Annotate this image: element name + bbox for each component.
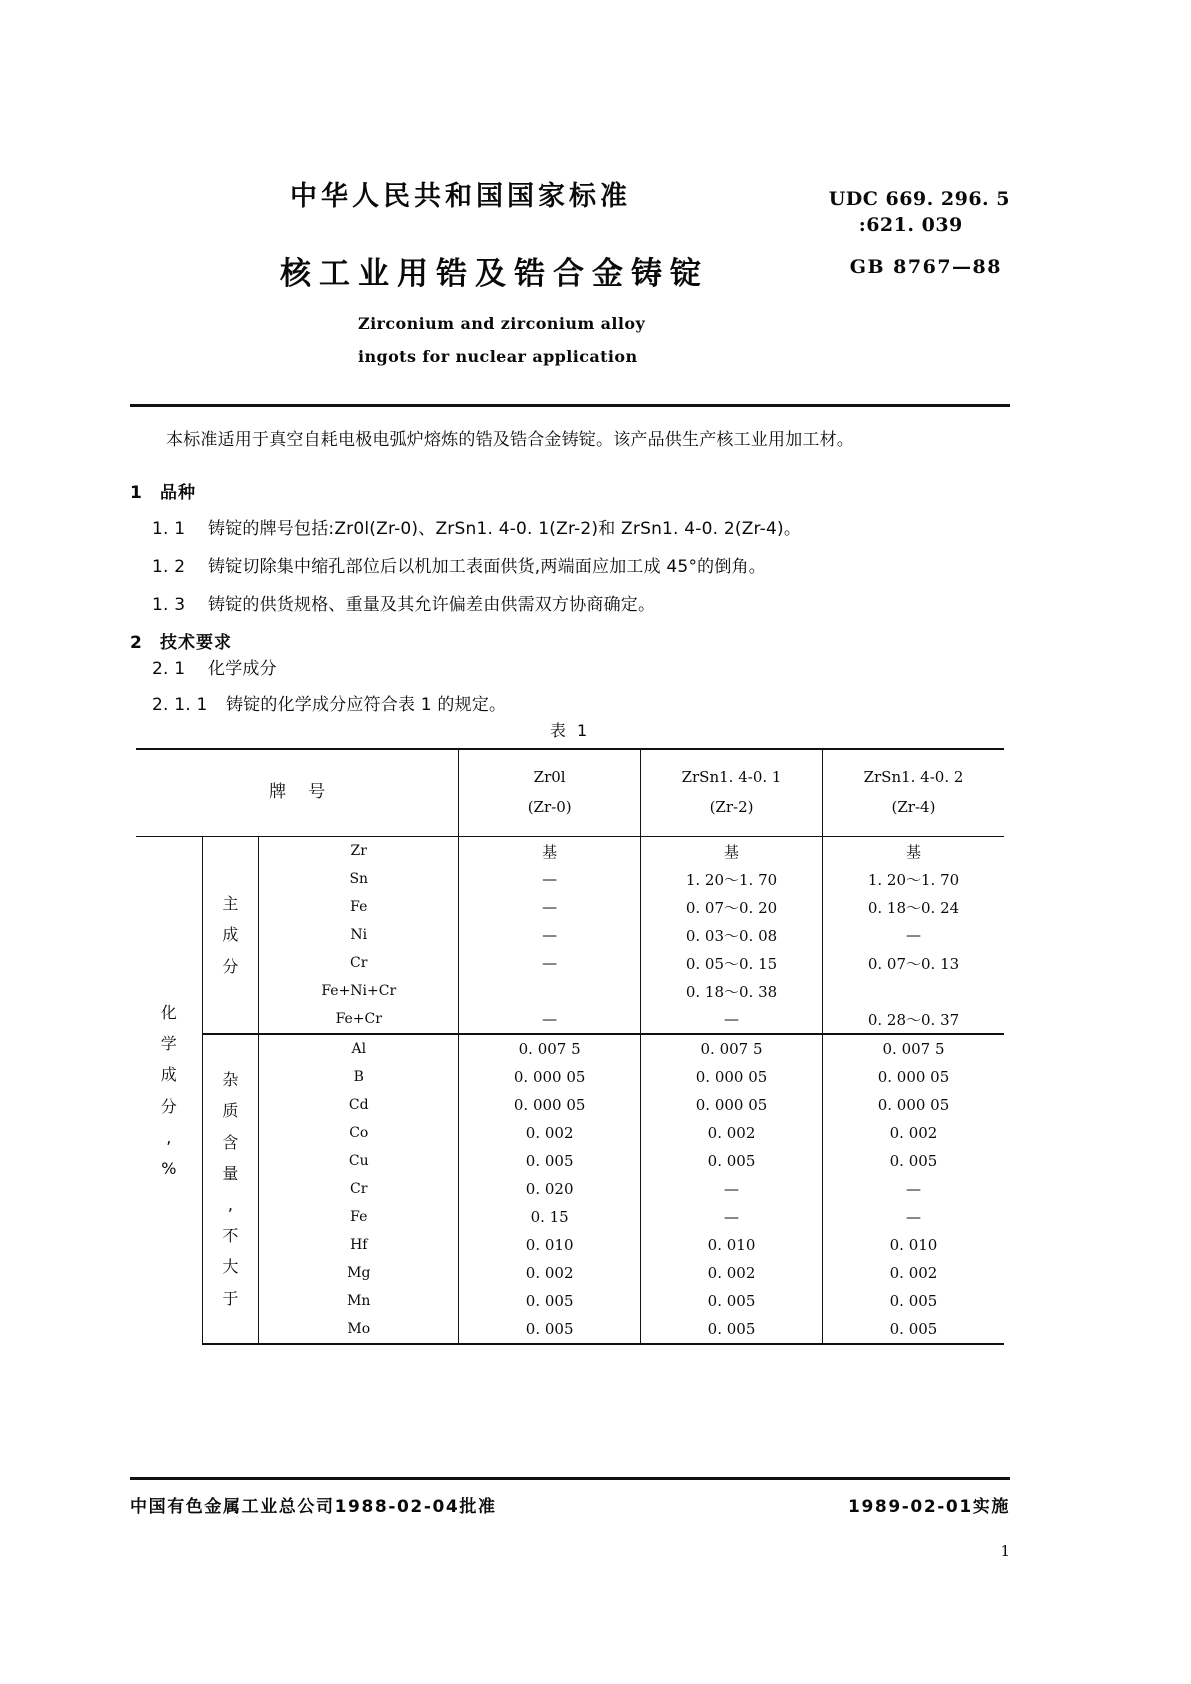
vertical-char: 质 (222, 1101, 239, 1121)
value-zr2: 0. 18～0. 38 (641, 977, 823, 1005)
value-zr2: 0. 007 5 (641, 1034, 823, 1063)
implementation-date: 1989-02-01实施 (848, 1497, 1010, 1517)
table-row (136, 1091, 1004, 1119)
vertical-char: 含 (222, 1132, 239, 1152)
value-zr2: 0. 010 (641, 1231, 823, 1259)
table-row (136, 893, 1004, 921)
element-name: Cr (259, 1175, 459, 1203)
value-zr4: 基 (905, 842, 921, 861)
grade-alias: (Zr-2) (709, 798, 754, 816)
value-zr4: — (906, 1180, 921, 1198)
vertical-char: , (227, 1195, 233, 1214)
column-header-grade-1 (459, 749, 641, 837)
clause-2-1-1-text: 铸锭的化学成分应符合表 1 的规定。 (226, 695, 507, 715)
value-zr2: 0. 07～0. 20 (641, 893, 823, 921)
vertical-char: 化 (160, 1002, 177, 1022)
vertical-char: 主 (222, 894, 239, 914)
footer-divider (130, 1477, 1010, 1480)
vertical-char: % (161, 1158, 177, 1178)
table-header-row (136, 749, 1004, 837)
value-zr2: 0. 000 05 (641, 1091, 823, 1119)
clause-1-1-number: 1. 1 (152, 519, 186, 539)
clause-1-1 (152, 514, 801, 539)
value-zr4: — (906, 926, 921, 944)
udc-line-1: UDC 669. 296. 5 (828, 188, 1010, 210)
english-title-line-1: Zirconium and zirconium alloy (358, 314, 646, 333)
value-zr2: — (641, 1203, 823, 1231)
row-group-label-main (202, 837, 259, 1035)
value-zr4: 0. 002 (889, 1264, 938, 1282)
element-name: Hf (259, 1231, 459, 1259)
value-zr0: 0. 15 (459, 1203, 641, 1231)
value-zr4: 0. 005 (823, 1315, 1005, 1344)
value-zr0: 0. 010 (459, 1231, 641, 1259)
table-row (136, 1005, 1004, 1034)
value-zr2: 0. 03～0. 08 (641, 921, 823, 949)
value-zr2: 1. 20～1. 70 (641, 865, 823, 893)
element-name: Co (259, 1119, 459, 1147)
udc-number (829, 186, 1010, 238)
table-row (136, 1315, 1004, 1344)
header-divider (130, 404, 1010, 407)
clause-2-1-1-number: 2. 1. 1 (152, 695, 208, 715)
value-zr0: 0. 002 (459, 1259, 641, 1287)
value-zr2: 0. 005 (641, 1315, 823, 1344)
element-name: Cd (259, 1091, 459, 1119)
element-name: Mg (259, 1259, 459, 1287)
row-group-label-impurity (202, 1034, 259, 1344)
clause-2-1 (152, 654, 277, 679)
element-name: Cu (259, 1147, 459, 1175)
value-zr2: 0. 000 05 (641, 1063, 823, 1091)
value-zr4: 1. 20～1. 70 (867, 870, 960, 889)
column-header-grade-2 (641, 749, 823, 837)
grade-alias: (Zr-4) (891, 798, 936, 816)
clause-1-1-text: 铸锭的牌号包括:Zr0l(Zr-0)、ZrSn1. 4-0. 1(Zr-2)和 ZrSn1. 4-0. 2(Zr-4)。 (208, 519, 802, 539)
table-row (136, 1259, 1004, 1287)
value-zr0: — (459, 865, 641, 893)
grade-alias: (Zr-0) (527, 798, 572, 816)
clause-1-2-text: 铸锭切除集中缩孔部位后以机加工表面供货,两端面应加工成 45°的倒角。 (208, 557, 766, 577)
value-zr0: — (459, 921, 641, 949)
table-row (136, 1119, 1004, 1147)
element-name: Sn (259, 865, 459, 893)
vertical-char: 成 (160, 1065, 177, 1085)
section-heading-1 (130, 478, 196, 503)
grade-code: ZrSn1. 4-0. 2 (863, 768, 964, 786)
element-name: Fe (259, 893, 459, 921)
value-zr4: 0. 18～0. 24 (867, 898, 960, 917)
chemical-composition-table (136, 748, 1004, 1345)
vertical-char: 于 (222, 1288, 239, 1308)
clause-2-1-number: 2. 1 (152, 659, 186, 679)
national-standard-label: 中华人民共和国国家标准 (290, 181, 631, 212)
clause-1-2-number: 1. 2 (152, 557, 186, 577)
table-row (136, 1287, 1004, 1315)
value-zr2: 基 (641, 837, 823, 866)
value-zr4: 0. 005 (889, 1292, 938, 1310)
element-name: Mo (259, 1315, 459, 1344)
value-zr4: 0. 007 5 (882, 1040, 945, 1058)
element-name: Zr (259, 837, 459, 866)
value-zr4: — (906, 1208, 921, 1226)
masthead (130, 160, 1010, 400)
value-zr4: 0. 07～0. 13 (867, 954, 960, 973)
table-row (136, 977, 1004, 1005)
table-row (136, 1175, 1004, 1203)
approval-statement: 中国有色金属工业总公司1988-02-04批准 (130, 1497, 497, 1517)
vertical-char: 成 (222, 925, 239, 945)
vertical-char: 分 (222, 956, 239, 976)
page-title: 核工业用锆及锆合金铸锭 (280, 256, 709, 292)
grade-code: Zr0l (533, 768, 566, 786)
value-zr4: 0. 28～0. 37 (823, 1005, 1005, 1034)
value-zr0: — (459, 1005, 641, 1034)
table-row (136, 1147, 1004, 1175)
udc-line-2: :621. 039 (858, 214, 963, 237)
clause-1-3 (152, 590, 655, 615)
element-name: Ni (259, 921, 459, 949)
value-zr4: 0. 000 05 (877, 1068, 950, 1086)
table-row (136, 1203, 1004, 1231)
clause-2-1-1 (152, 690, 506, 715)
value-zr0: 0. 005 (459, 1315, 641, 1344)
vertical-char: 学 (160, 1034, 177, 1054)
value-zr4: 0. 010 (889, 1236, 938, 1254)
clause-1-3-text: 铸锭的供货规格、重量及其允许偏差由供需双方协商确定。 (208, 595, 656, 615)
vertical-char: 分 (160, 1096, 177, 1116)
section-2-number: 2 (130, 633, 143, 653)
english-title-line-2: ingots for nuclear application (358, 346, 638, 366)
value-zr2: — (641, 1175, 823, 1203)
value-zr4: 0. 002 (889, 1124, 938, 1142)
value-zr0: — (459, 949, 641, 977)
value-zr4 (823, 977, 1005, 1005)
vertical-char: 大 (222, 1257, 239, 1277)
element-name: Mn (259, 1287, 459, 1315)
element-name: Fe+Ni+Cr (259, 977, 459, 1005)
vertical-label-main (203, 837, 259, 1033)
vertical-char: 量 (222, 1163, 239, 1183)
element-name: Fe (259, 1203, 459, 1231)
value-zr2: 0. 05～0. 15 (641, 949, 823, 977)
table-caption: 表 1 (549, 721, 591, 740)
value-zr0: 0. 005 (459, 1147, 641, 1175)
vertical-char: 不 (222, 1226, 239, 1246)
value-zr4: 0. 000 05 (877, 1096, 950, 1114)
column-header-brand: 牌号 (136, 749, 459, 837)
value-zr2: — (641, 1005, 823, 1034)
value-zr0: 0. 000 05 (459, 1063, 641, 1091)
grade-code: ZrSn1. 4-0. 1 (681, 768, 782, 786)
table-row (136, 949, 1004, 977)
table-row (136, 837, 1004, 866)
clause-2-1-text: 化学成分 (208, 659, 277, 679)
section-1-title: 品种 (160, 483, 196, 503)
section-1-number: 1 (130, 483, 143, 503)
element-name: B (259, 1063, 459, 1091)
element-name: Cr (259, 949, 459, 977)
table-row (136, 1063, 1004, 1091)
value-zr2: 0. 005 (641, 1287, 823, 1315)
value-zr0: 0. 005 (459, 1287, 641, 1315)
value-zr0: 基 (459, 837, 641, 866)
value-zr2: 0. 002 (641, 1259, 823, 1287)
value-zr0 (459, 977, 641, 1005)
standard-number: GB 8767—88 (849, 256, 1002, 278)
element-name: Al (259, 1034, 459, 1063)
section-2-title: 技术要求 (160, 633, 232, 653)
intro-paragraph: 本标准适用于真空自耗电极电弧炉熔炼的锆及锆合金铸锭。该产品供生产核工业用加工材。 (166, 430, 854, 450)
value-zr0: 0. 000 05 (459, 1091, 641, 1119)
page-number: 1 (1000, 1542, 1010, 1560)
english-title (358, 308, 645, 374)
value-zr2: 0. 005 (641, 1147, 823, 1175)
value-zr4: 0. 005 (889, 1152, 938, 1170)
clause-1-2 (152, 552, 766, 577)
table-row (136, 1231, 1004, 1259)
table-row (136, 921, 1004, 949)
vertical-char: , (166, 1127, 172, 1147)
vertical-label-chemical-composition (136, 837, 202, 1344)
clause-1-3-number: 1. 3 (152, 595, 186, 615)
value-zr0: — (459, 893, 641, 921)
value-zr2: 0. 002 (641, 1119, 823, 1147)
column-header-grade-3 (823, 749, 1005, 837)
table-row (136, 865, 1004, 893)
element-name: Fe+Cr (259, 1005, 459, 1034)
vertical-label-impurity (203, 1035, 259, 1343)
value-zr0: 0. 007 5 (459, 1034, 641, 1063)
row-group-label-chemical-composition (136, 837, 202, 1345)
table-row (136, 1034, 1004, 1063)
section-heading-2 (130, 628, 232, 653)
value-zr0: 0. 020 (459, 1175, 641, 1203)
value-zr0: 0. 002 (459, 1119, 641, 1147)
vertical-char: 杂 (222, 1070, 239, 1090)
